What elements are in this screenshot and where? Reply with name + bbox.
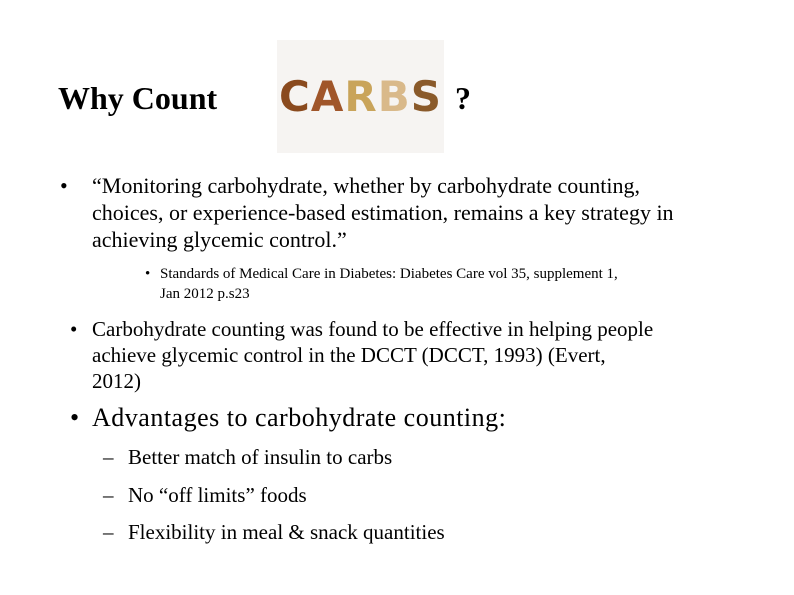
advantage-text: Flexibility in meal & snack quantities (128, 520, 445, 544)
carbs-letter-c: C (279, 72, 311, 121)
slide-title: Why Count (58, 80, 218, 116)
dcct-line: Carbohydrate counting was found to be effective in helping people (92, 317, 654, 341)
advantage-text: No “off limits” foods (128, 483, 307, 507)
dash-marker: – (103, 520, 114, 544)
dash-marker: – (103, 483, 114, 507)
carbs-letter-r: R (344, 72, 378, 121)
quote-line: choices, or experience-based estimation, remains a key strategy in (92, 200, 674, 225)
quote-line: “Monitoring carbohydrate, whether by carbohydrate counting, (92, 173, 640, 198)
dash-marker: – (103, 445, 114, 469)
title-question-mark: ? (455, 80, 471, 116)
citation-line: Standards of Medical Care in Diabetes: Diabetes Care vol 35, supplement 1, (160, 266, 618, 282)
citation-line: Jan 2012 p.s23 (160, 286, 250, 302)
citation-text (160, 264, 730, 304)
bullet-dot: • (70, 403, 80, 432)
advantage-text: Better match of insulin to carbs (128, 445, 393, 469)
carbs-food-letters-image (277, 40, 444, 153)
quote-text (92, 172, 752, 253)
carbs-letter-s: S (410, 72, 442, 121)
quote-line: achieving glycemic control.” (92, 227, 347, 252)
sub-bullet-dot: • (145, 266, 151, 282)
advantages-heading: Advantages to carbohydrate counting: (92, 403, 507, 432)
dcct-line: achieve glycemic control in the DCCT (DCCT, 1993) (Evert, (92, 343, 606, 367)
bullet-dot: • (70, 317, 78, 341)
dcct-line: 2012) (92, 369, 141, 393)
carbs-letter-a: A (310, 72, 345, 121)
bullet-dot: • (60, 173, 68, 198)
dcct-text (92, 316, 772, 394)
carbs-letter-b: B (377, 72, 411, 121)
